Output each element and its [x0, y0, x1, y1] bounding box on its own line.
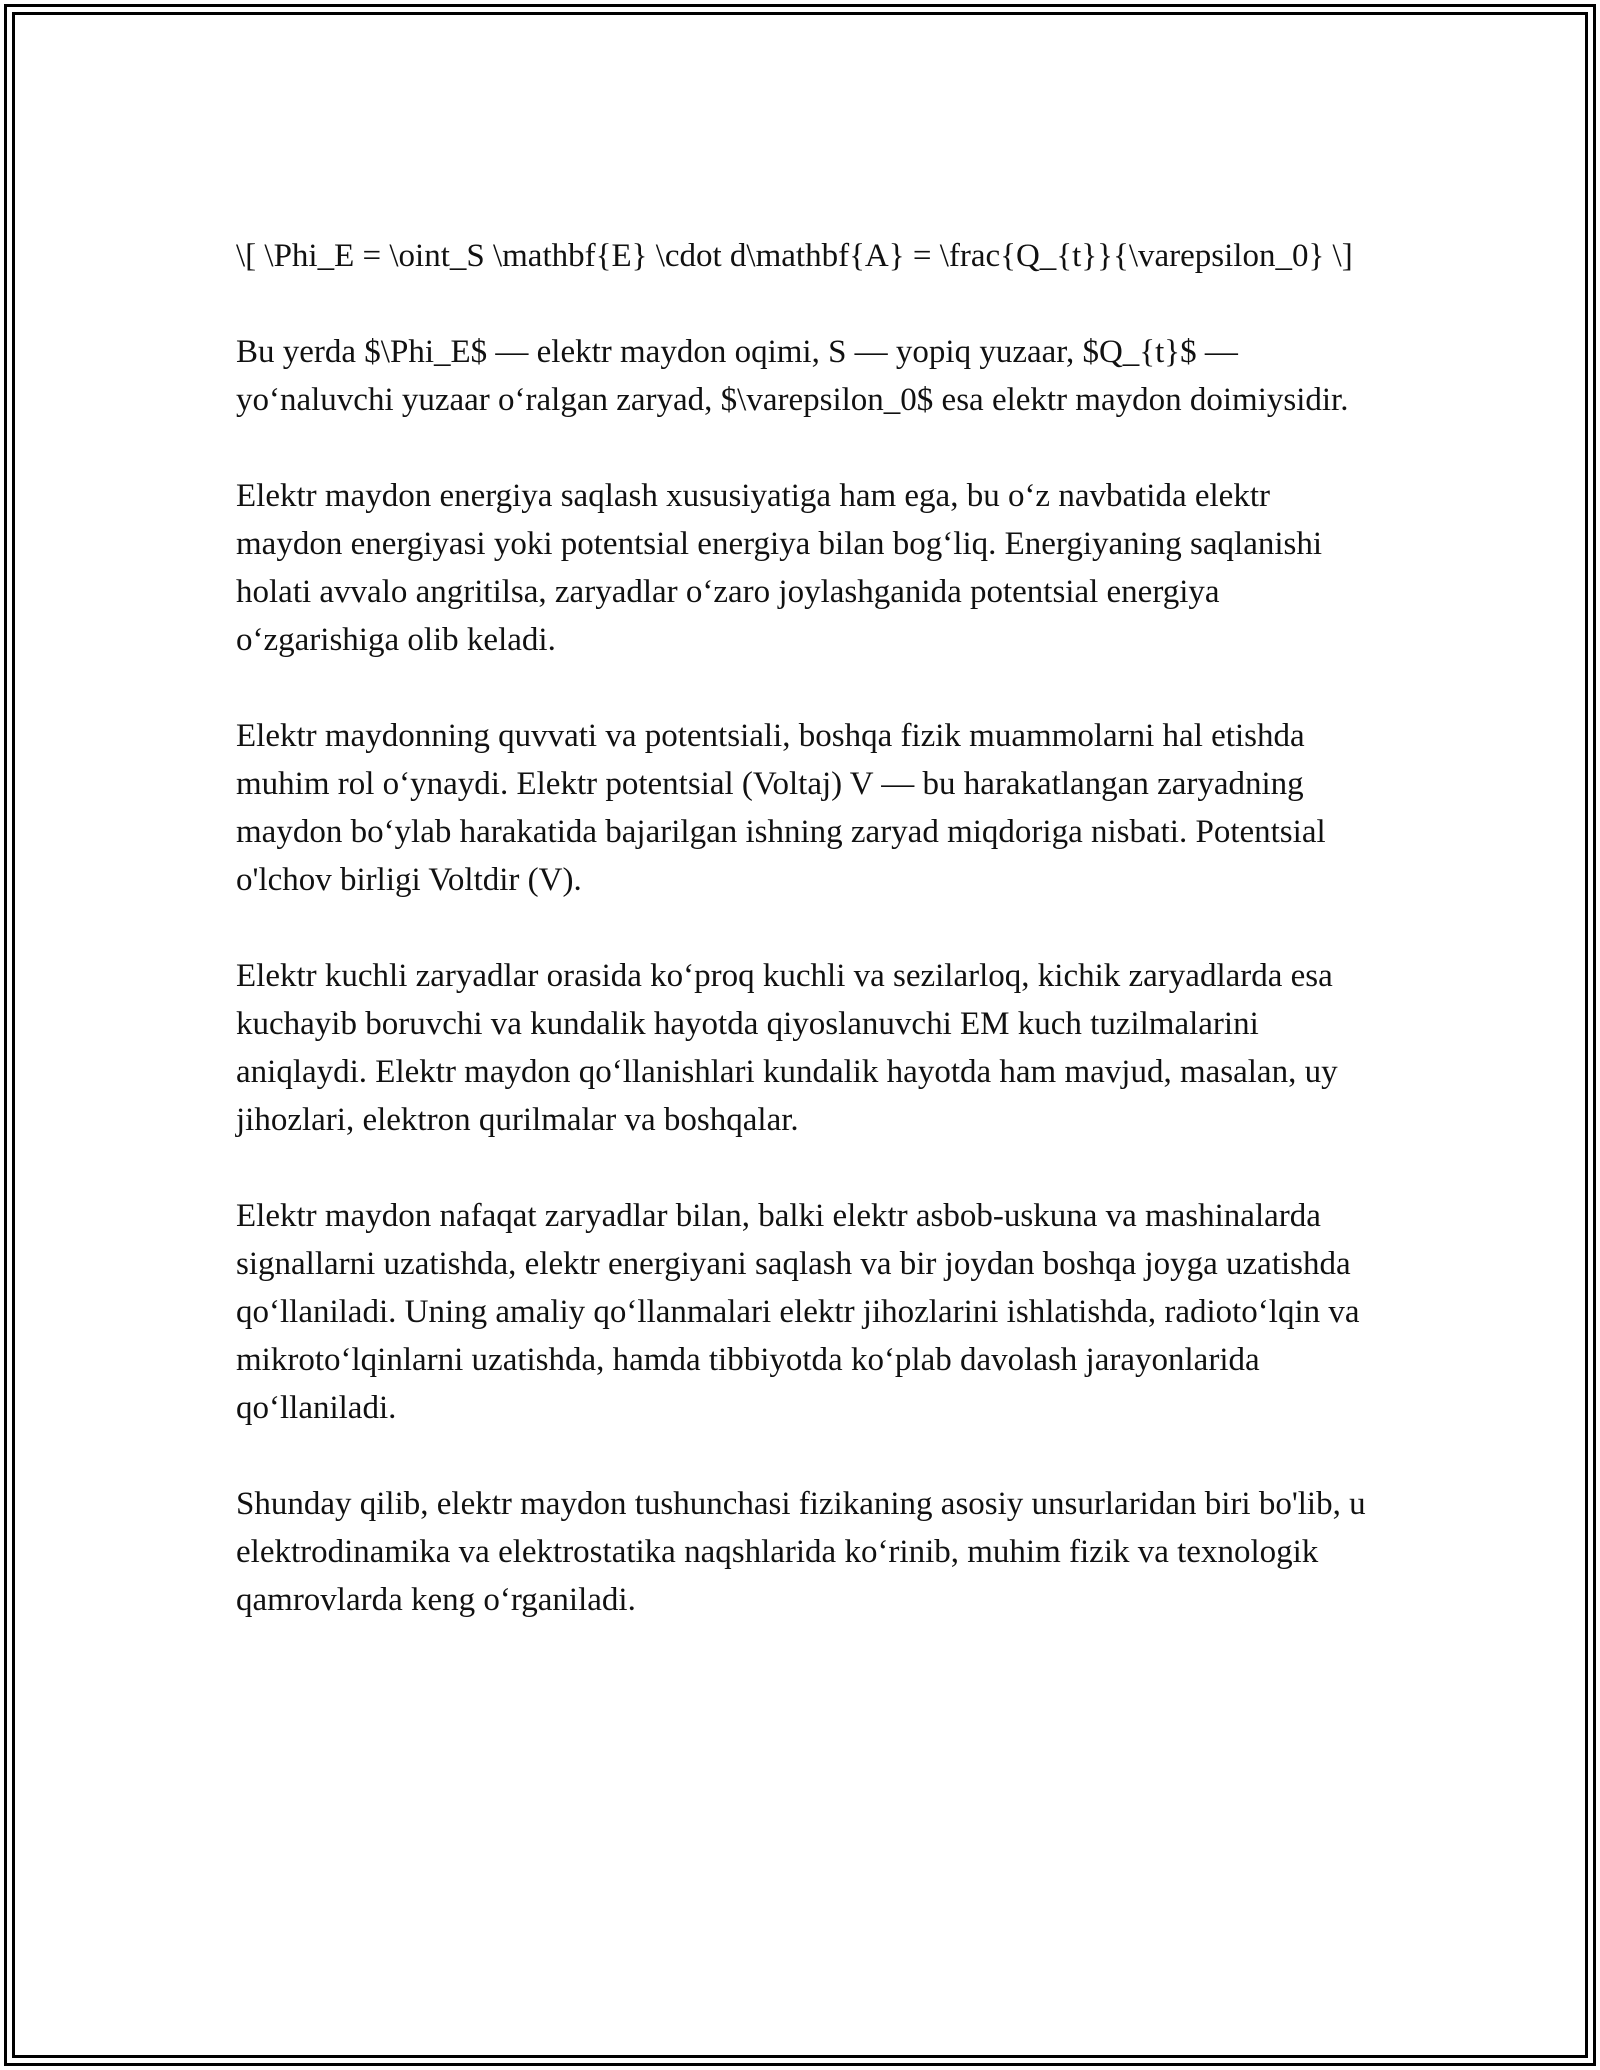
paragraph: Elektr maydonning quvvati va potentsiali, boshqa fizik muammolarni hal etishda muhim rol o‘ynaydi. Elektr potentsial (Voltaj) V — bu harakatlangan zaryadning maydon bo‘ylab harakatida bajarilgan ishning zaryad miqdoriga nisbati. Potentsial o'lchov birligi Voltdir (V). [236, 718, 1326, 898]
paragraph: Shunday qilib, elektr maydon tushunchasi fizikaning asosiy unsurlaridan biri bo'lib, u elektrodinamika va elektrostatika naqshlarida ko‘rinib, muhim fizik va texnologik qamrovlarda keng o‘rganiladi. [236, 1486, 1366, 1618]
paragraph: Elektr kuchli zaryadlar orasida ko‘proq kuchli va sezilarloq, kichik zaryadlarda esa kuchayib boruvchi va kundalik hayotda qiyoslanuvchi EM kuch tuzilmalarini aniqlaydi. Elektr maydon qo‘llanishlari kundalik hayotda ham mavjud, masalan, uy jihozlari, elektron qurilmalar va boshqalar. [236, 958, 1338, 1138]
paragraph: Elektr maydon nafaqat zaryadlar bilan, balki elektr asbob-uskuna va mashinalarda signallarni uzatishda, elektr energiyani saqlash va bir joydan boshqa joyga uzatishda qo‘llaniladi. Uning amaliy qo‘llanmalari elektr jihozlarini ishlatishda, radioto‘lqin va mikroto‘lqinlarni uzatishda, hamda tibbiyotda ko‘plab davolash jarayonlarida qo‘llaniladi. [236, 1198, 1360, 1426]
formula-paragraph: \[ \Phi_E = \oint_S \mathbf{E} \cdot d\mathbf{A} = \frac{Q_{t}}{\varepsilon_0} \] [236, 238, 1353, 274]
paragraph: Bu yerda $\Phi_E$ — elektr maydon oqimi, S — yopiq yuzaar, $Q_{t}$ — yo‘naluvchi yuzaar o‘ralgan zaryad, $\varepsilon_0$ esa elektr maydon doimiysidir. [236, 334, 1349, 418]
document-body [236, 232, 1366, 1672]
paragraph: Elektr maydon energiya saqlash xususiyatiga ham ega, bu o‘z navbatida elektr maydon energiyasi yoki potentsial energiya bilan bog‘liq. Energiyaning saqlanishi holati avvalo angritilsa, zaryadlar o‘zaro joylashganida potentsial energiya o‘zgarishiga olib keladi. [236, 478, 1323, 658]
